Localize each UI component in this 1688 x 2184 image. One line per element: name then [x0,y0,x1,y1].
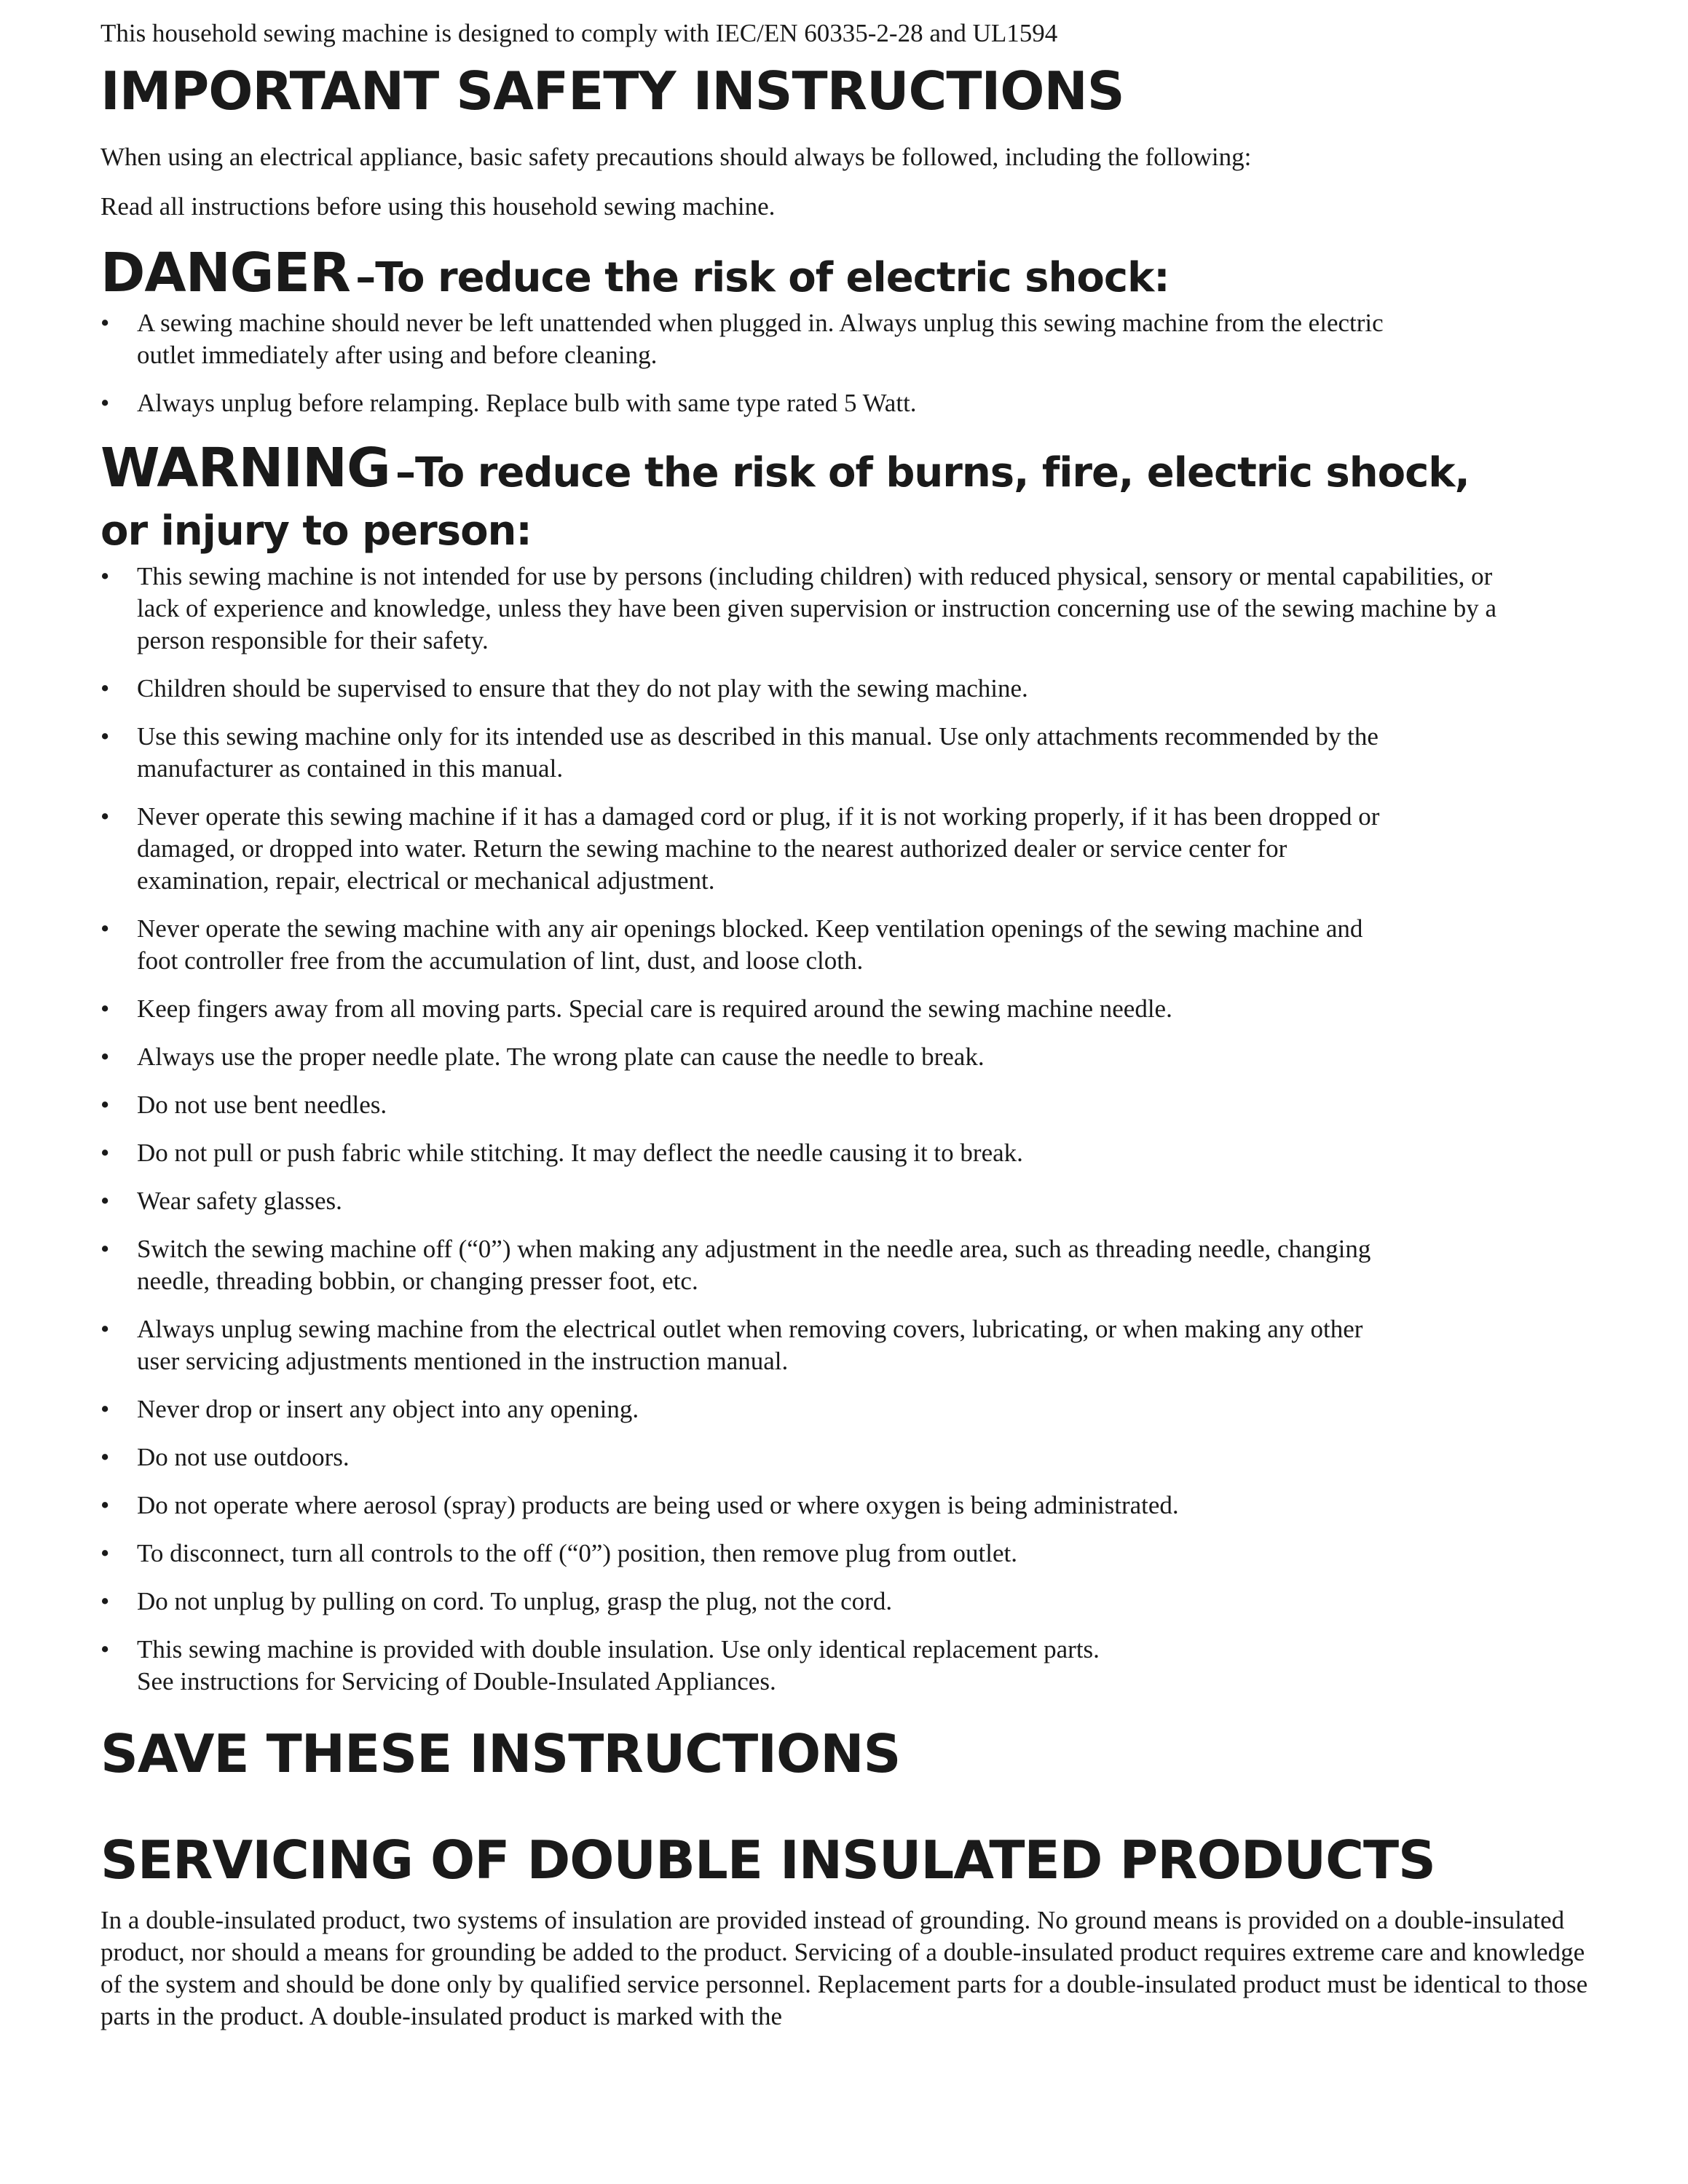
list-item: • Switch the sewing machine off (“0”) when making any adjustment in the needle area, such as threading needle, changing needle, threading bobbin, or changing presser foot, etc. [100,1235,1371,1295]
warning-subtitle-line2: or injury to person: [100,507,532,555]
servicing-paragraph: In a double-insulated product, two systems of insulation are provided instead of grounding. No ground means is provided on a double-insulated product, nor should a means for grounding be added to the product. Servicing of a double-insulated product requires extreme care and knowledge of the system and should be done only by qualified service personnel. Replacement parts for a double-insulated product must be identical to those parts in the product. A double-insulated product is marked with the [100,1906,1588,2030]
list-item-text: To disconnect, turn all controls to the off (“0”) position, then remove plug from outlet. [137,1539,1017,1567]
list-item: • Never operate this sewing machine if it has a damaged cord or plug, if it is not working properly, if it has been dropped or damaged, or dropped into water. Return the sewing machine to the nearest authorized dealer or service center for examination, repair, electrical or mechanical adjustment. [100,802,1380,895]
list-item: • Do not use bent needles. [100,1091,387,1119]
list-item-text: This sewing machine is provided with double insulation. Use only identical replacement parts. [137,1635,1100,1663]
warning-label: WARNING [100,437,390,499]
list-item-text: Wear safety glasses. [137,1187,342,1215]
list-item-text: This sewing machine is not intended for use by persons (including children) with reduced physical, sensory or mental capabilities, or lack of experience and knowledge, unless they have been given supervision or instruction concerning use of the sewing machine by a person responsible for their safety. [137,562,1497,654]
list-item: • Do not use outdoors. [100,1443,350,1471]
danger-label: DANGER [100,242,350,304]
list-item: • Never operate the sewing machine with any air openings blocked. Keep ventilation openings of the sewing machine and foot controller free from the accumulation of lint, dust, and loose cloth. [100,914,1363,975]
list-item-text: Use this sewing machine only for its intended use as described in this manual. Use only attachments recommended by the manufacturer as contained in this manual. [137,722,1379,783]
list-item: • Always unplug before relamping. Replace bulb with same type rated 5 Watt. [100,389,917,417]
danger-list [100,307,1411,419]
list-item: • Do not pull or push fabric while stitching. It may deflect the needle causing it to break. [100,1139,1023,1167]
list-item-text: Always unplug sewing machine from the electrical outlet when removing covers, lubricating, or when making any other user servicing adjustments mentioned in the instruction manual. [137,1315,1363,1375]
intro-paragraph-2: Read all instructions before using this household sewing machine. [100,192,776,221]
warning-heading [100,435,1601,561]
list-item: • Use this sewing machine only for its intended use as described in this manual. Use only attachments recommended by the manufacturer as contained in this manual. [100,722,1379,783]
list-item-text: Do not pull or push fabric while stitching. It may deflect the needle causing it to break. [137,1139,1023,1167]
list-item: • Keep fingers away from all moving parts. Special care is required around the sewing machine needle. [100,994,1172,1023]
list-item: • Never drop or insert any object into any opening. [100,1395,639,1423]
warning-subtitle: To reduce the risk of burns, fire, electric shock, [415,449,1470,496]
list-item-text: Never operate this sewing machine if it has a damaged cord or plug, if it is not working properly, if it has been dropped or damaged, or dropped into water. Return the sewing machine to the nearest authorized dealer or service center for examination, repair, electrical or mechanical adjustment. [137,802,1380,895]
danger-subtitle: To reduce the risk of electric shock: [375,254,1170,301]
page-title: IMPORTANT SAFETY INSTRUCTIONS [100,60,1124,122]
list-item-text: Always use the proper needle plate. The wrong plate can cause the needle to break. [137,1042,985,1071]
list-item: • A sewing machine should never be left unattended when plugged in. Always unplug this sewing machine from the electric outlet immediately after using and before cleaning. [100,309,1384,369]
list-item-text: See instructions for Servicing of Double-Insulated Appliances. [137,1667,776,1696]
list-item: • Children should be supervised to ensure that they do not play with the sewing machine. [100,674,1028,703]
list-item-text: Do not use outdoors. [137,1443,350,1471]
danger-heading [100,240,1601,307]
servicing-heading: SERVICING OF DOUBLE INSULATED PRODUCTS [100,1829,1435,1891]
list-item: • Do not operate where aerosol (spray) products are being used or where oxygen is being administrated. [100,1491,1179,1519]
intro-paragraph-1: When using an electrical appliance, basic safety precautions should always be followed, including the following: [100,143,1252,171]
safety-page [100,17,1601,2033]
list-item-text: Do not use bent needles. [137,1091,387,1119]
save-instructions-heading: SAVE THESE INSTRUCTIONS [100,1723,901,1784]
warning-dash: – [395,449,416,496]
list-item: • This sewing machine is not intended for use by persons (including children) with reduced physical, sensory or mental capabilities, or lack of experience and knowledge, unless they have been given supervision or instruction concerning use of the sewing machine by a person responsible for their safety. [100,562,1497,654]
list-item-text: A sewing machine should never be left unattended when plugged in. Always unplug this sewing machine from the electric outlet immediately after using and before cleaning. [137,309,1384,369]
danger-dash: – [355,254,376,301]
list-item: • This sewing machine is provided with double insulation. Use only identical replacement parts. See instructions for Servicing of Double-Insulated Appliances. [100,1635,1100,1696]
list-item: • Always unplug sewing machine from the electrical outlet when removing covers, lubricating, or when making any other user servicing adjustments mentioned in the instruction manual. [100,1315,1363,1375]
list-item: • To disconnect, turn all controls to the off (“0”) position, then remove plug from outlet. [100,1539,1017,1567]
list-item: • Wear safety glasses. [100,1187,342,1215]
list-item-text: Never operate the sewing machine with any air openings blocked. Keep ventilation openings of the sewing machine and foot controller free from the accumulation of lint, dust, and loose cloth. [137,914,1363,975]
list-item-text: Children should be supervised to ensure that they do not play with the sewing machine. [137,674,1028,703]
warning-list [100,561,1528,1698]
list-item: • Always use the proper needle plate. The wrong plate can cause the needle to break. [100,1042,985,1071]
list-item: • Do not unplug by pulling on cord. To unplug, grasp the plug, not the cord. [100,1587,893,1615]
list-item-text: Keep fingers away from all moving parts. Special care is required around the sewing machine needle. [137,994,1172,1023]
list-item-text: Always unplug before relamping. Replace bulb with same type rated 5 Watt. [137,389,917,417]
list-item-text: Never drop or insert any object into any opening. [137,1395,639,1423]
compliance-statement: This household sewing machine is designed to comply with IEC/EN 60335-2-28 and UL1594 [100,19,1058,47]
list-item-text: Switch the sewing machine off (“0”) when making any adjustment in the needle area, such as threading needle, changing needle, threading bobbin, or changing presser foot, etc. [137,1235,1371,1295]
list-item-text: Do not operate where aerosol (spray) products are being used or where oxygen is being administrated. [137,1491,1179,1519]
list-item-text: Do not unplug by pulling on cord. To unplug, grasp the plug, not the cord. [137,1587,893,1615]
